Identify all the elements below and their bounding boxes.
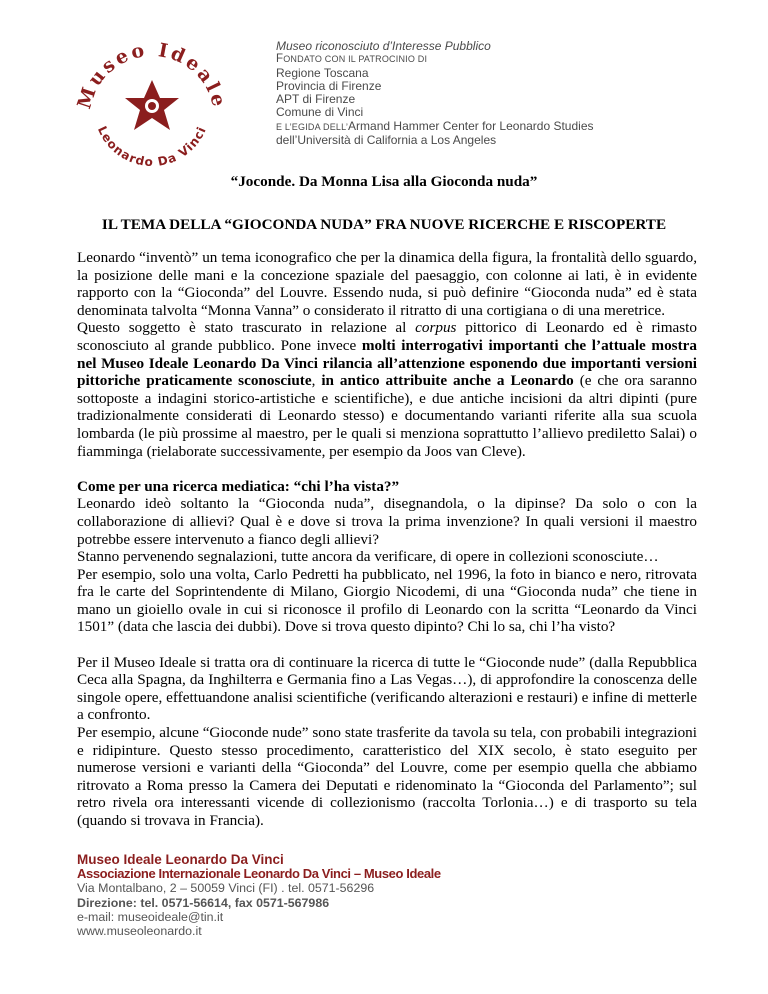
paragraph-6: Per il Museo Ideale si tratta ora di continuare la ricerca di tutte le “Gioconde nude” (dalla Repubblica Ceca alla Spagna, da Inghilterra e Germania fino a Las Vegas…), di approfondire la conoscenza delle singole opere, effettuandone analisi scientifiche (verificando alterazioni e restauri) e infine di metterle a confronto. <box>77 653 697 724</box>
header-apt: APT di Firenze <box>276 92 356 107</box>
museum-logo-icon <box>72 30 232 170</box>
footer-direzione: Direzione: tel. 0571-56614, fax 0571-567986 <box>77 895 330 910</box>
header-patronage: FONDATO CON IL PATROCINIO DI <box>276 53 428 66</box>
section-title: IL TEMA DELLA “GIOCONDA NUDA” FRA NUOVE RICERCHE E RISCOPERTE <box>101 216 667 233</box>
header-province: Provincia di Firenze <box>276 78 382 93</box>
corpus-italic: corpus <box>415 319 457 337</box>
logo-arc-top: Museo Ideale <box>73 38 231 112</box>
header-university: dell’Università di California a Los Angeles <box>276 133 497 148</box>
footer-museum-name: Museo Ideale Leonardo Da Vinci <box>77 852 284 867</box>
emphasis-exhibition: molti interrogativi importanti che l’attuale mostra nel Museo Ideale Leonardo Da Vinci rilancia all’attenzione esponendo due importanti versioni pittoriche praticamente sconosciute <box>77 336 697 390</box>
document-title: “Joconde. Da Monna Lisa alla Gioconda nuda” <box>230 173 538 190</box>
logo-arc-bottom: Leonardo Da Vinci <box>94 123 210 170</box>
document-body <box>77 249 697 830</box>
museum-logo <box>72 30 232 170</box>
paragraph-7: Per esempio, alcune “Gioconde nude” sono state trasferite da tavola su tela, con probabili integrazioni e ridipinture. Questo stesso procedimento, caratteristico del XIX secolo, è stato eseguito per numerose versioni e varianti della “Gioconda” del Louvre, come per esempio quella che abbiamo ritrovato a Roma presso la Camera dei Deputati e ridenominato la “Gioconda del Parlamento”; sul retro rivela ora interessanti vicende di collezionismo (raccolta Torlonia…) e di trasporto su tela (quando si trovava in Francia). <box>77 724 697 829</box>
paragraph-2: Questo soggetto è stato trascurato in relazione al corpus pittorico di Leonardo ed è rimasto sconosciuto al grande pubblico. Pone invece molti interrogativi importanti che l’attuale mostra nel Museo Ideale Leonardo Da Vinci rilancia all’attenzione esponendo due importanti versioni pittoriche praticamente sconosciute, in antico attribuite anche a Leonardo (e che ora saranno sottoposte a indagini storico-artistiche e scientifiche), e due antiche incisioni da altri dipinti (pure tradizionalmente considerati di Leonardo stesso) e documentando varianti riferite alla sua scuola lombarda (le più prossime al maestro, per le quali si menziona soprattutto l’allievo prediletto Salai) o fiamminga (rielaborate successivamente, per esempio da Joos van Cleve). <box>77 319 697 460</box>
footer-website[interactable]: www.museoleonardo.it <box>77 924 202 939</box>
paragraph-1: Leonardo “inventò” un tema iconografico che per la dinamica della figura, la frontalità dello sguardo, la posizione delle mani e la concezione spaziale del paesaggio, con colonne ai lati, è in evidente rapporto con la “Gioconda” del Louvre. Essendo nuda, si può definire “Gioconda nuda” ed è stata denominata talvolta “Monna Vanna” o considerato il ritratto di una cortigiana o di una meretrice. <box>77 249 697 319</box>
vitruvian-star-emblem <box>125 80 179 130</box>
header-region: Regione Toscana <box>276 65 369 80</box>
header-comune: Comune di Vinci <box>276 105 364 120</box>
subheading-chi-lha-vista: Come per una ricerca mediatica: “chi l’ha vista?” <box>77 477 400 495</box>
footer-association: Associazione Internazionale Leonardo Da Vinci – Museo Ideale <box>77 866 441 882</box>
paragraph-3: Leonardo ideò soltanto la “Gioconda nuda”, disegnandola, o la dipinse? Da solo o con la collaborazione di allievi? Qual è e dove si trova la prima invenzione? In quali versioni il maestro potrebbe essere intervenuto a fianco degli allievi? <box>77 495 697 548</box>
footer-email[interactable]: e-mail: museoideale@tin.it <box>77 909 224 924</box>
paragraph-4: Stanno pervenendo segnalazioni, tutte ancora da verificare, di opere in collezioni sconosciute… <box>77 548 659 566</box>
header-hammer-center: E L’EGIDA DELL’Armand Hammer Center for Leonardo Studies <box>276 118 594 133</box>
footer-contacts <box>77 853 577 938</box>
footer-address: Via Montalbano, 2 – 50059 Vinci (FI) . tel. 0571-56296 <box>77 881 375 896</box>
paragraph-5: Per esempio, solo una volta, Carlo Pedretti ha pubblicato, nel 1996, la foto in bianco e nero, ritrovata fra le carte del Soprintendente di Milano, Giorgio Nicodemi, di una “Gioconda nuda” che tiene in mano un gioiello ovale in cui si riconosce il profilo di Leonardo con la scritta “Leonardo da Vinci 1501” (data che lascia dei dubbi). Dove si trova questo dipinto? Chi lo sa, chi l’ha visto? <box>77 565 697 636</box>
header-recognition: Museo riconosciuto d’Interesse Pubblico <box>276 39 491 53</box>
emphasis-attribution: in antico attribuite anche a Leonardo <box>321 372 574 390</box>
institution-header <box>276 40 736 147</box>
